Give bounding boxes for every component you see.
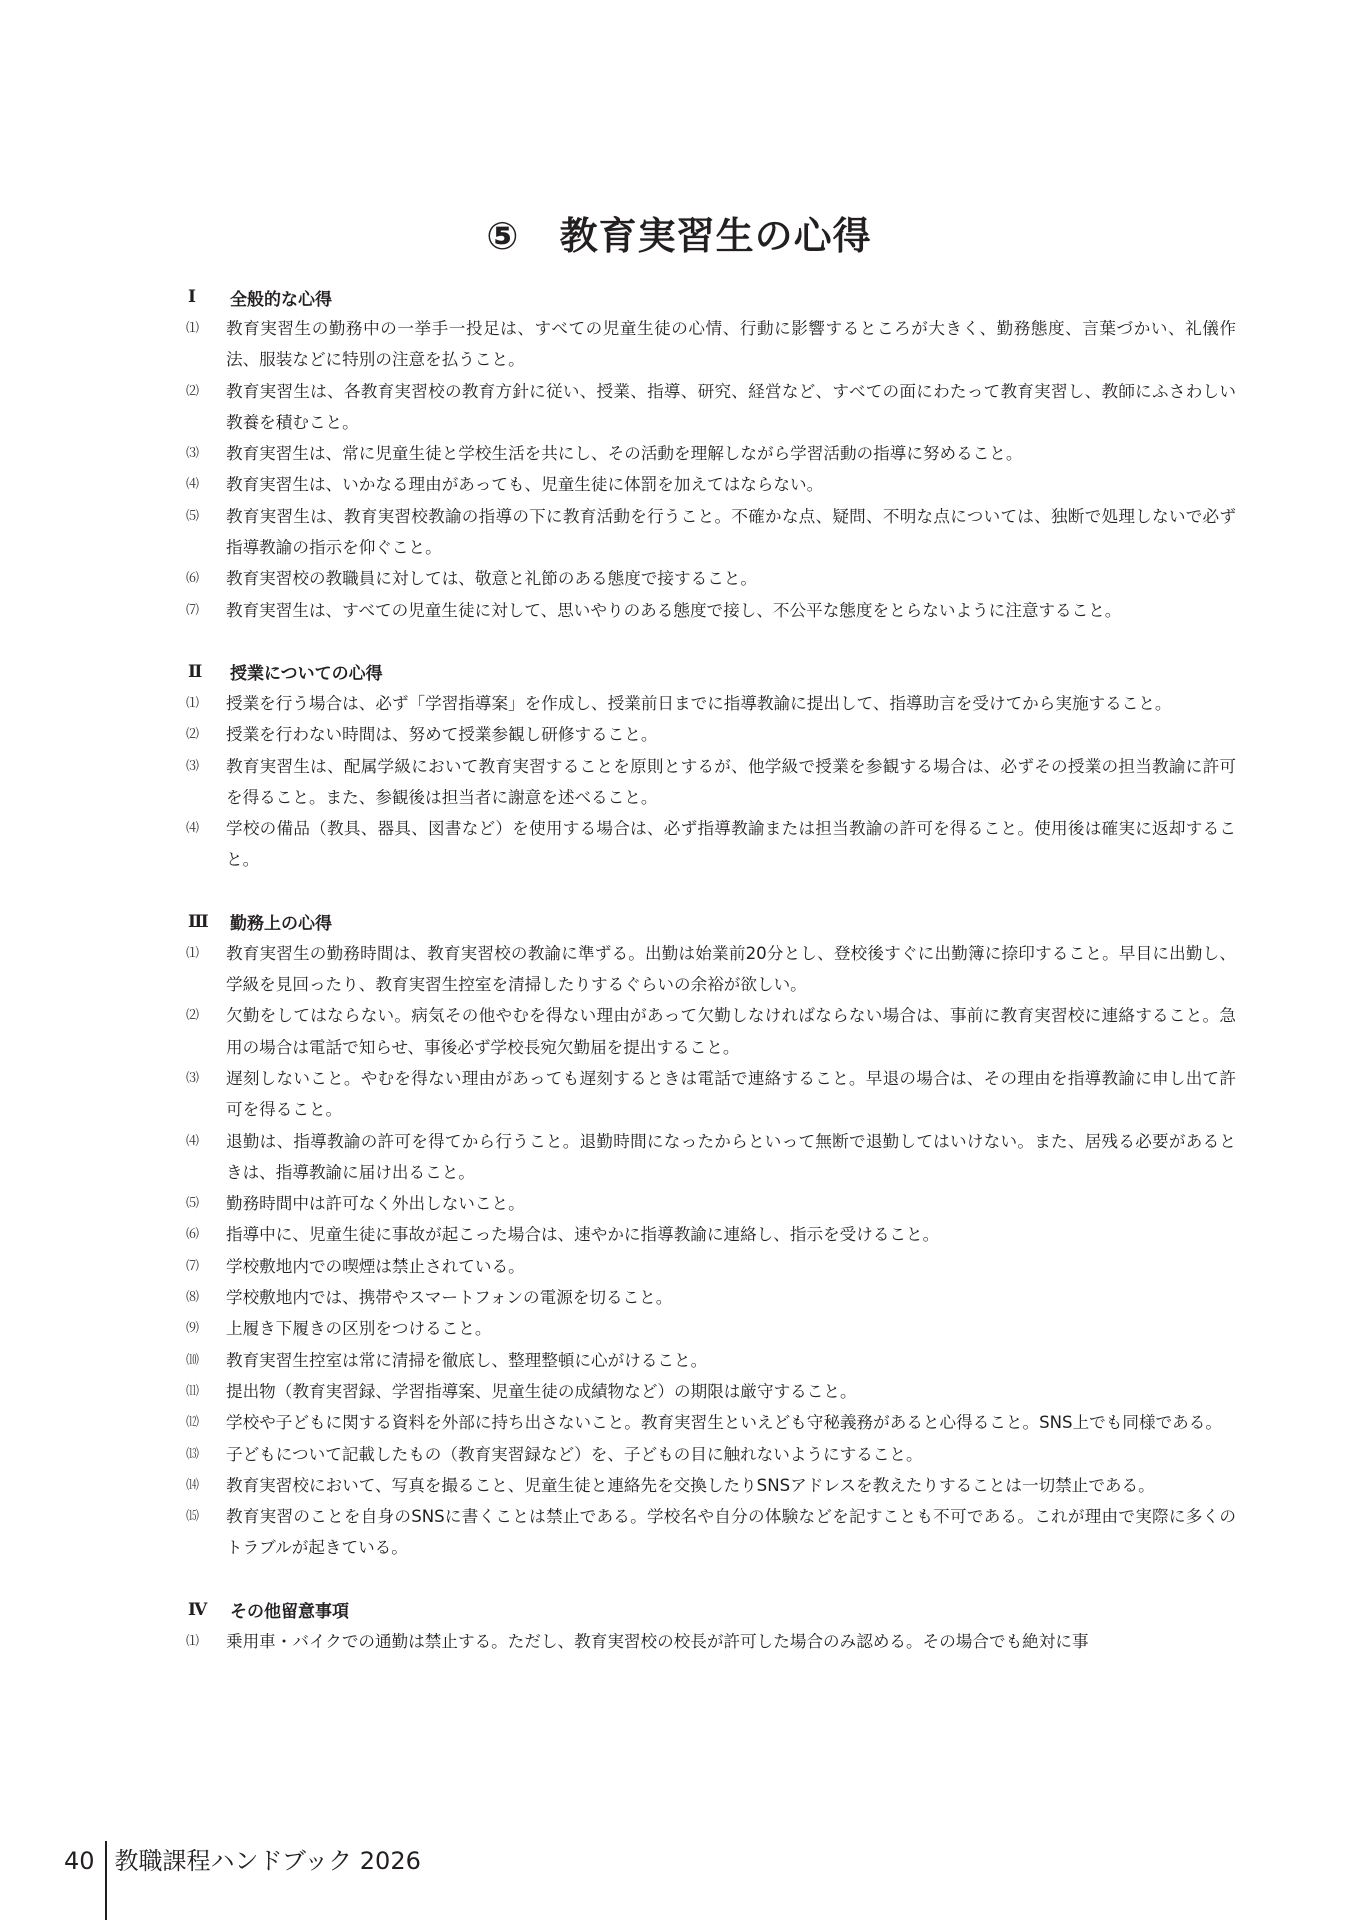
item-number: ⑶ — [186, 758, 200, 774]
item-number: ⑸ — [186, 508, 200, 524]
item-number: ⑹ — [186, 1227, 200, 1243]
item-text: 学校の備品（教具、器具、図書など）を使用する場合は、必ず指導教諭または担当教諭の許可を得ること。使用後は確実に返却すること。 — [226, 819, 1236, 870]
list-item — [184, 1626, 1236, 1657]
item-text: 提出物（教育実習録、学習指導案、児童生徒の成績物など）の期限は厳守すること。 — [226, 1381, 857, 1401]
section-number: Ⅱ — [188, 661, 203, 682]
list-item — [184, 1219, 1236, 1250]
item-number: ⑼ — [186, 1321, 200, 1337]
item-number: ⑵ — [186, 1008, 200, 1024]
section-heading — [184, 1595, 1236, 1625]
page-title — [0, 205, 1358, 260]
item-text: 教育実習生は、配属学級において教育実習することを原則とするが、他学級で授業を参観する場合は、必ずその授業の担当教諭に許可を得ること。また、参観後は担当者に謝意を述べること。 — [226, 756, 1236, 807]
section-title: 勤務上の心得 — [230, 914, 332, 935]
item-number: ⑷ — [186, 821, 200, 837]
item-text: 学校敷地内での喫煙は禁止されている。 — [226, 1256, 525, 1276]
section-title: その他留意事項 — [230, 1602, 349, 1623]
list-item — [184, 469, 1236, 500]
item-text: 教育実習校の教職員に対しては、敬意と礼節のある態度で接すること。 — [226, 569, 757, 589]
item-text: 教育実習生の勤務時間は、教育実習校の教諭に準ずる。出勤は始業前20分とし、登校後すぐに出勤簿に捺印すること。早目に出勤し、学級を見回ったり、教育実習生控室を清掃したりするぐらいの余裕が欲しい。 — [226, 943, 1236, 995]
list-item — [184, 1188, 1236, 1219]
section-number: Ⅰ — [188, 287, 196, 307]
item-number: ⑴ — [186, 945, 200, 961]
list-item — [184, 1282, 1236, 1313]
item-text: 欠勤をしてはならない。病気その他やむを得ない理由があって欠勤しなければならない場合は、事前に教育実習校に連絡すること。急用の場合は電話で知らせ、事後必ず学校長宛欠勤届を提出すること。 — [226, 1006, 1236, 1057]
item-text: 勤務時間中は許可なく外出しないこと。 — [226, 1194, 525, 1214]
list-item — [184, 595, 1236, 626]
list-item — [184, 376, 1236, 439]
item-number: ⑶ — [186, 446, 200, 462]
item-number: ⑷ — [186, 1133, 200, 1149]
section-general — [184, 282, 1236, 626]
item-text: 指導中に、児童生徒に事故が起こった場合は、速やかに指導教諭に連絡し、指示を受けること。 — [226, 1225, 940, 1245]
item-number: ⒂ — [186, 1509, 200, 1525]
item-number: ⑽ — [186, 1352, 200, 1368]
list-item — [184, 938, 1236, 1001]
item-number: ⑶ — [186, 1070, 200, 1086]
item-text: 教育実習生は、教育実習校教諭の指導の下に教育活動を行うこと。不確かな点、疑問、不明な点については、独断で処理しないで必ず指導教諭の指示を仰ぐこと。 — [226, 506, 1236, 558]
list-item — [184, 688, 1236, 719]
list-item — [184, 1501, 1236, 1564]
section-duty — [184, 907, 1236, 1564]
page-footer — [64, 1841, 421, 1920]
item-number: ⑵ — [186, 383, 200, 399]
item-number: ⑾ — [186, 1383, 200, 1399]
list-item — [184, 719, 1236, 750]
item-number: ⑿ — [186, 1415, 200, 1431]
section-title: 全般的な心得 — [230, 289, 332, 310]
section-number: Ⅲ — [188, 911, 209, 932]
item-text: 教育実習生は、いかなる理由があっても、児童生徒に体罰を加えてはならない。 — [226, 475, 824, 495]
item-number: ⑴ — [186, 695, 200, 711]
item-text: 上履き下履きの区別をつけること。 — [226, 1319, 492, 1339]
list-item — [184, 1345, 1236, 1376]
list-item — [184, 1063, 1236, 1126]
item-text: 遅刻しないこと。やむを得ない理由があっても遅刻するときは電話で連絡すること。早退の場合は、その理由を指導教諭に申し出て許可を得ること。 — [226, 1068, 1236, 1120]
section-other-notes — [184, 1595, 1236, 1657]
list-item — [184, 1313, 1236, 1344]
item-number: ⒁ — [186, 1477, 200, 1493]
list-item — [184, 501, 1236, 564]
list-item — [184, 1376, 1236, 1407]
item-number: ⑵ — [186, 727, 200, 743]
section-heading — [184, 907, 1236, 937]
list-item — [184, 1439, 1236, 1470]
item-text: 学校敷地内では、携帯やスマートフォンの電源を切ること。 — [226, 1288, 673, 1308]
item-text: 授業を行う場合は、必ず「学習指導案」を作成し、授業前日までに指導教諭に提出して、指導助言を受けてから実施すること。 — [226, 693, 1172, 713]
item-number: ⑴ — [186, 321, 200, 336]
item-number: ⑻ — [186, 1290, 200, 1306]
item-text: 子どもについて記載したもの（教育実習録など）を、子どもの目に触れないようにすること。 — [226, 1444, 923, 1464]
item-number: ⑷ — [186, 477, 200, 493]
list-item — [184, 438, 1236, 469]
section-title: 授業についての心得 — [230, 664, 383, 685]
item-text: 教育実習生は、常に児童生徒と学校生活を共にし、その活動を理解しながら学習活動の指導に努めること。 — [226, 444, 1023, 464]
list-item — [184, 813, 1236, 876]
list-item — [184, 563, 1236, 594]
title-number: ⑤ — [486, 214, 520, 258]
item-text: 教育実習校において、写真を撮ること、児童生徒と連絡先を交換したりSNSアドレスを教えたりすることは一切禁止である。 — [226, 1475, 1155, 1495]
item-text: 退勤は、指導教諭の許可を得てから行うこと。退勤時間になったからといって無断で退勤してはいけない。また、居残る必要があるときは、指導教諭に届け出ること。 — [226, 1131, 1236, 1182]
item-text: 乗用車・バイクでの通勤は禁止する。ただし、教育実習校の校長が許可した場合のみ認める。その場合でも絶対に事 — [226, 1631, 1089, 1651]
item-number: ⒀ — [186, 1446, 200, 1462]
list-item — [184, 1470, 1236, 1501]
item-number: ⑺ — [186, 602, 200, 618]
item-text: 学校や子どもに関する資料を外部に持ち出さないこと。教育実習生といえども守秘義務があると心得ること。SNS上でも同様である。 — [226, 1413, 1222, 1433]
item-text: 教育実習生は、すべての児童生徒に対して、思いやりのある態度で接し、不公平な態度をとらないように注意すること。 — [226, 600, 1122, 620]
list-item — [184, 751, 1236, 814]
item-text: 教育実習生は、各教育実習校の教育方針に従い、授業、指導、研究、経営など、すべての面にわたって教育実習し、教師にふさわしい教養を積むこと。 — [226, 381, 1236, 432]
item-number: ⑹ — [186, 571, 200, 587]
item-text: 教育実習生の勤務中の一挙手一投足は、すべての児童生徒の心情、行動に影響するところが大きく、勤務態度、言葉づかい、礼儀作法、服装などに特別の注意を払うこと。 — [226, 319, 1236, 370]
page-number: 40 — [64, 1847, 95, 1875]
title-text: 教育実習生の心得 — [559, 214, 872, 258]
item-text: 授業を行わない時間は、努めて授業参観し研修すること。 — [226, 725, 658, 745]
section-number: Ⅳ — [188, 1599, 208, 1620]
list-item — [184, 1251, 1236, 1282]
item-number: ⑸ — [186, 1196, 200, 1212]
list-item — [184, 313, 1236, 376]
item-number: ⑴ — [186, 1633, 200, 1649]
book-title: 教職課程ハンドブック 2026 — [114, 1847, 421, 1875]
list-item — [184, 1126, 1236, 1189]
section-heading — [184, 282, 1236, 312]
item-text: 教育実習のことを自身のSNSに書くことは禁止である。学校名や自分の体験などを記すことも不可である。これが理由で実際に多くのトラブルが起きている。 — [226, 1507, 1236, 1558]
footer-divider — [105, 1841, 107, 1920]
section-lessons — [184, 657, 1236, 876]
item-text: 教育実習生控室は常に清掃を徹底し、整理整頓に心がけること。 — [226, 1350, 708, 1370]
item-number: ⑺ — [186, 1258, 200, 1274]
document-body — [184, 282, 1236, 1688]
list-item — [184, 1000, 1236, 1063]
list-item — [184, 1407, 1236, 1438]
section-heading — [184, 657, 1236, 687]
